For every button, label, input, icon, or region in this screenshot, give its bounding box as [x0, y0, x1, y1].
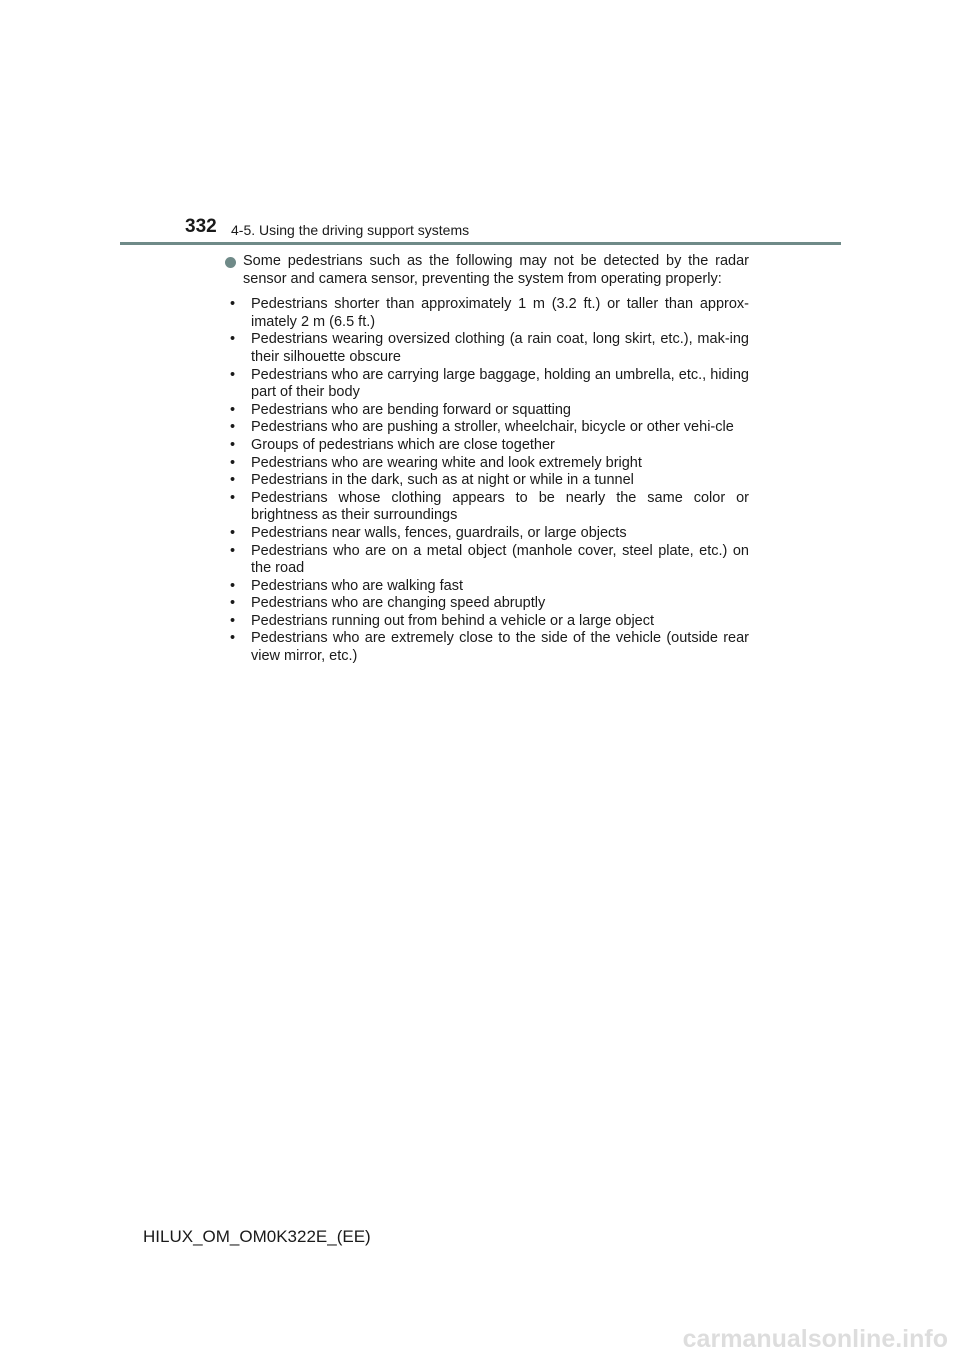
list-item-text: Pedestrians wearing oversized clothing (a rain coat, long skirt, etc.), mak-ing their silhouette obscure [251, 331, 749, 365]
list-item-text: Pedestrians running out from behind a vehicle or a large object [251, 612, 655, 629]
circle-bullet-icon [225, 257, 236, 268]
list-item-text: Pedestrians in the dark, such as at night or while in a tunnel [251, 472, 634, 489]
list-item [227, 490, 749, 525]
dot-bullet-icon: • [230, 454, 236, 471]
pedestrian-conditions-list [224, 296, 749, 665]
list-item [227, 543, 749, 578]
dot-bullet-icon: • [230, 595, 236, 612]
list-item [227, 419, 749, 437]
list-item [227, 595, 749, 613]
list-item-text: Pedestrians who are carrying large baggage, holding an umbrella, etc., hiding part of their body [251, 366, 749, 401]
list-item [227, 578, 749, 596]
dot-bullet-icon: • [230, 472, 236, 489]
list-item-text: Pedestrians shorter than approximately 1 m (3.2 ft.) or taller than approx-imately 2 m (6.5 ft.) [251, 296, 749, 330]
dot-bullet-icon: • [230, 436, 236, 453]
dot-bullet-icon: • [230, 542, 236, 559]
lead-paragraph [224, 253, 749, 288]
list-item [227, 630, 749, 665]
list-item [227, 367, 749, 402]
dot-bullet-icon: • [230, 630, 236, 647]
main-content [224, 253, 749, 666]
list-item [227, 296, 749, 331]
list-item-text: Groups of pedestrians which are close together [251, 436, 555, 453]
list-item-text: Pedestrians who are changing speed abruptly [251, 595, 546, 612]
dot-bullet-icon: • [230, 524, 236, 541]
dot-bullet-icon: • [230, 419, 236, 436]
page-number: 332 [185, 216, 217, 237]
list-item-text: Pedestrians who are on a metal object (manhole cover, steel plate, etc.) on the road [251, 542, 749, 577]
list-item-text: Pedestrians who are pushing a stroller, wheelchair, bicycle or other vehi-cle [251, 419, 734, 436]
dot-bullet-icon: • [230, 366, 236, 383]
list-item-text: Pedestrians who are wearing white and look extremely bright [251, 454, 642, 471]
list-item-text: Pedestrians whose clothing appears to be nearly the same color or brightness as their surroundings [251, 489, 749, 524]
dot-bullet-icon: • [230, 296, 236, 313]
dot-bullet-icon: • [230, 577, 236, 594]
list-item [227, 331, 749, 366]
list-item [227, 613, 749, 631]
section-title: 4-5. Using the driving support systems [231, 222, 470, 238]
site-watermark: carmanualsonline.info [682, 1325, 948, 1353]
document-code: HILUX_OM_OM0K322E_(EE) [143, 1227, 371, 1246]
dot-bullet-icon: • [230, 489, 236, 506]
list-item-text: Pedestrians near walls, fences, guardrails, or large objects [251, 524, 627, 541]
lead-text: Some pedestrians such as the following may not be detected by the radar sensor and camera sensor, preventing the system from operating properly: [243, 253, 749, 287]
list-item [227, 437, 749, 455]
list-item [227, 455, 749, 473]
header-divider [120, 242, 841, 245]
list-item [227, 525, 749, 543]
dot-bullet-icon: • [230, 401, 236, 418]
list-item-text: Pedestrians who are bending forward or squatting [251, 401, 571, 418]
dot-bullet-icon: • [230, 612, 236, 629]
list-item-text: Pedestrians who are extremely close to the side of the vehicle (outside rear view mirror, etc.) [251, 630, 749, 665]
list-item [227, 472, 749, 490]
list-item-text: Pedestrians who are walking fast [251, 577, 463, 594]
list-item [227, 402, 749, 420]
dot-bullet-icon: • [230, 331, 236, 348]
